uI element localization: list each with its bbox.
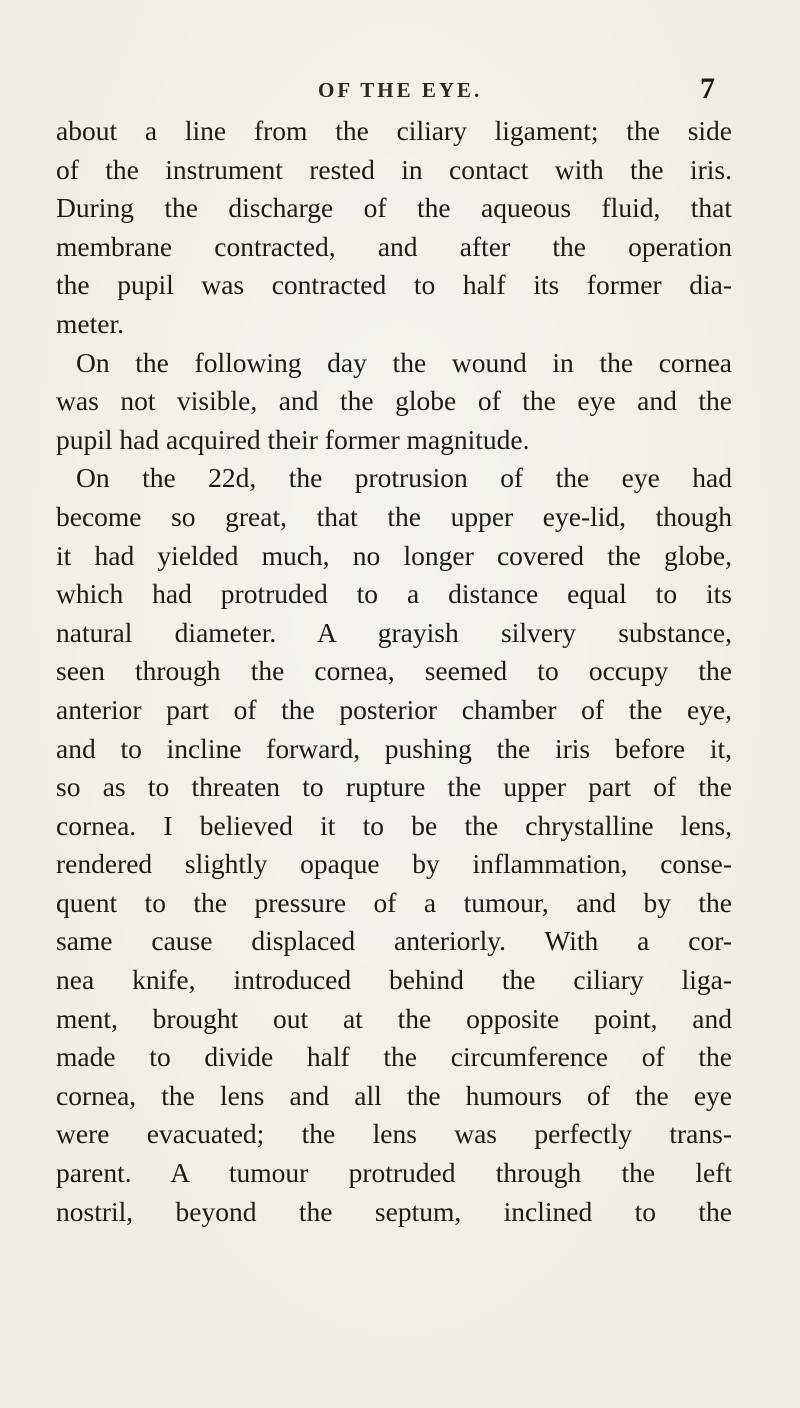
text-line: nea knife, introduced behind the ciliary liga-: [56, 964, 732, 996]
text-line: become so great, that the upper eye-lid, though: [56, 500, 732, 532]
text-line: On the following day the wound in the cornea: [76, 346, 732, 378]
page-number: 7: [700, 72, 715, 105]
text-line: the pupil was contracted to half its former dia-: [56, 269, 732, 301]
text-line: meter.: [56, 307, 124, 339]
text-line: membrane contracted, and after the operation: [56, 230, 732, 262]
text-line: same cause displaced anteriorly. With a cor-: [56, 925, 732, 957]
text-line: cornea, the lens and all the humours of the eye: [56, 1079, 732, 1111]
text-line: pupil had acquired their former magnitude.: [56, 423, 530, 455]
text-line: quent to the pressure of a tumour, and by the: [56, 886, 732, 918]
text-line: made to divide half the circumference of the: [56, 1041, 732, 1073]
running-head: [0, 72, 800, 108]
text-line: seen through the cornea, seemed to occupy the: [56, 655, 732, 687]
text-line: and to incline forward, pushing the iris before it,: [56, 732, 732, 764]
text-line: were evacuated; the lens was perfectly trans-: [56, 1118, 732, 1150]
text-line: it had yielded much, no longer covered the globe,: [56, 539, 732, 571]
text-line: parent. A tumour protruded through the left: [56, 1157, 732, 1189]
text-line: ment, brought out at the opposite point, and: [56, 1002, 732, 1034]
body-text: [56, 112, 732, 1231]
text-line: During the discharge of the aqueous fluid, that: [56, 192, 732, 224]
text-line: cornea. I believed it to be the chrystalline lens,: [56, 809, 732, 841]
text-line: which had protruded to a distance equal to its: [56, 578, 732, 610]
text-line: On the 22d, the protrusion of the eye had: [76, 462, 732, 494]
text-line: anterior part of the posterior chamber of the eye,: [56, 693, 732, 725]
text-line: natural diameter. A grayish silvery substance,: [56, 616, 732, 648]
text-line: about a line from the ciliary ligament; the side: [56, 115, 732, 146]
text-line: nostril, beyond the septum, inclined to the: [56, 1195, 732, 1227]
running-head-title: OF THE EYE.: [318, 78, 483, 102]
text-line: so as to threaten to rupture the upper part of the: [56, 771, 732, 803]
text-line: rendered slightly opaque by inflammation, conse-: [56, 848, 732, 880]
text-line: of the instrument rested in contact with the iris.: [56, 153, 732, 185]
text-line: was not visible, and the globe of the eye and the: [56, 385, 732, 417]
